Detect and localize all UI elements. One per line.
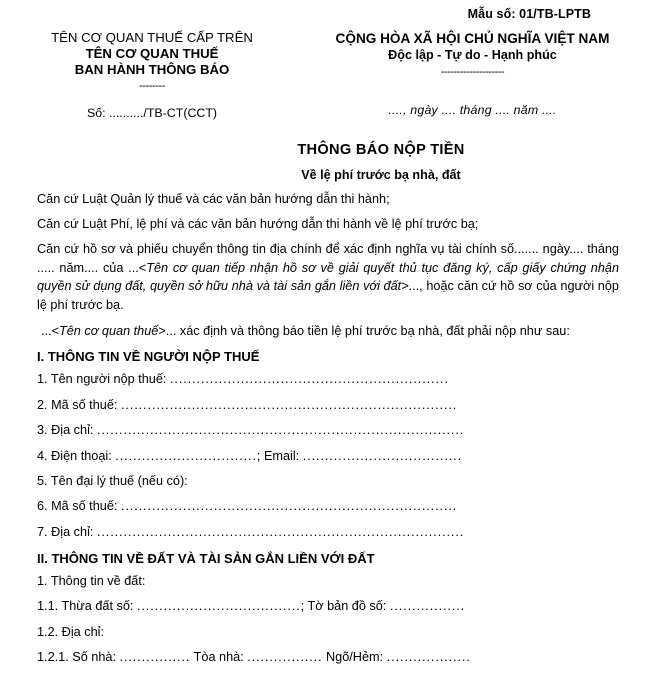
title-block	[176, 141, 586, 184]
statement-part1: ...<	[41, 323, 59, 338]
page-title: THÔNG BÁO NỘP TIỀN	[297, 142, 465, 158]
field-tax-code	[37, 397, 619, 414]
header-right-divider: --------------------	[440, 66, 505, 78]
field-taxpayer-name-input[interactable]: ...............................................................	[169, 372, 449, 387]
field-map-sheet-label: ; Tờ bản đồ số:	[300, 599, 390, 614]
legal-basis-3-part2: ..., hoặc căn cứ hồ sơ của người nộp lệ phí trước bạ.	[37, 279, 619, 312]
field-agent-address	[37, 524, 619, 541]
field-land-info	[37, 573, 619, 590]
legal-basis-3-part1: Căn cứ hồ sơ và phiếu chuyển thông tin địa chính để xác định nghĩa vụ tài chính số....... ngày.... tháng ..... năm.... của ...<	[37, 242, 619, 275]
form-number: Mẫu số: 01/TB-LPTB	[467, 7, 591, 21]
field-house-number-input[interactable]: ................	[119, 649, 191, 664]
header-right-column	[296, 30, 649, 118]
issuing-notice-label: BAN HÀNH THÔNG BÁO	[74, 61, 230, 77]
field-alley-label: Ngõ/Hẻm:	[322, 649, 387, 664]
tax-authority-label: TÊN CƠ QUAN THUẾ	[85, 46, 219, 61]
field-house-number-label: 1.2.1. Số nhà:	[37, 649, 120, 664]
field-agent-address-input[interactable]: ...................................................................................	[96, 524, 465, 539]
field-building-input[interactable]: .................	[247, 649, 323, 664]
field-phone-label: 4. Điện thoại:	[37, 448, 116, 463]
legal-basis-3	[37, 240, 619, 314]
field-tax-code-input[interactable]: ............................................................................	[120, 397, 458, 412]
field-agent-address-label: 7. Địa chỉ:	[37, 524, 97, 539]
field-email-label: ; Email:	[256, 448, 303, 463]
field-house-building-alley	[37, 649, 619, 666]
page-subtitle: Về lệ phí trước bạ nhà, đất	[301, 168, 461, 182]
legal-basis-2: Căn cứ Luật Phí, lệ phí và các văn bản hướng dẫn thi hành về lệ phí trước bạ;	[37, 217, 479, 232]
document-number-field: Số: ........../TB-CT(CCT)	[86, 106, 218, 120]
field-address-label: 3. Địa chỉ:	[37, 423, 97, 438]
field-parcel-number-input[interactable]: .....................................	[136, 599, 301, 614]
field-taxpayer-name-label: 1. Tên người nộp thuế:	[37, 372, 170, 387]
header-left-divider: --------	[138, 80, 166, 92]
field-land-address	[37, 624, 619, 641]
field-alley-input[interactable]: ...................	[386, 649, 471, 664]
field-land-info-label: 1. Thông tin về đất:	[37, 574, 146, 589]
statement-placeholder: Tên cơ quan thuế	[58, 323, 159, 338]
determination-statement	[37, 322, 619, 341]
document-header	[0, 30, 649, 121]
legal-basis-1: Căn cứ Luật Quản lý thuế và các văn bản hướng dẫn thi hành;	[37, 192, 390, 206]
national-motto: Độc lập - Tự do - Hạnh phúc	[388, 48, 557, 62]
document-body	[37, 190, 619, 674]
field-agent-tax-code-label: 6. Mã số thuế:	[37, 499, 121, 514]
field-agent-tax-code-input[interactable]: ............................................................................	[120, 499, 458, 514]
statement-part2: >... xác định và thông báo tiền lệ phí trước bạ nhà, đất phải nộp như sau:	[158, 323, 570, 338]
field-parcel-number	[37, 598, 619, 615]
field-taxpayer-name	[37, 371, 619, 388]
header-left-column	[0, 30, 296, 121]
field-land-address-label: 1.2. Địa chỉ:	[37, 624, 104, 639]
field-tax-code-label: 2. Mã số thuế:	[37, 397, 121, 412]
field-phone-input[interactable]: ................................	[115, 448, 257, 463]
legal-basis-3-placeholder: Tên cơ quan tiếp nhận hồ sơ về giải quyết thủ tục đăng ký, cấp giấy chứng nhận quyền sử dụng đất, quyền sở hữu nhà và tài sản gắn liền với đất>	[37, 260, 620, 294]
field-tax-agent-name	[37, 473, 619, 490]
field-address	[37, 422, 619, 439]
field-email-input[interactable]: ....................................	[302, 448, 463, 463]
field-map-sheet-input[interactable]: .................	[389, 599, 466, 614]
section-1-heading: I. THÔNG TIN VỀ NGƯỜI NỘP THUẾ	[37, 349, 260, 365]
section-2-heading: II. THÔNG TIN VỀ ĐẤT VÀ TÀI SẢN GẮN LIỀN VỚI ĐẤT	[37, 551, 375, 567]
date-field: ...., ngày .... tháng .... năm ....	[388, 103, 557, 117]
republic-name: CỘNG HÒA XÃ HỘI CHỦ NGHĨA VIỆT NAM	[335, 31, 610, 46]
field-building-label: Tòa nhà:	[190, 649, 248, 664]
field-tax-agent-name-label: 5. Tên đại lý thuế (nếu có):	[37, 474, 188, 489]
field-parcel-number-label: 1.1. Thừa đất số:	[37, 599, 137, 614]
field-agent-tax-code	[37, 498, 619, 515]
superior-tax-authority-label: TÊN CƠ QUAN THUẾ CẤP TRÊN	[51, 30, 253, 45]
field-phone-email	[37, 448, 619, 465]
field-address-input[interactable]: ...................................................................................	[96, 423, 465, 438]
